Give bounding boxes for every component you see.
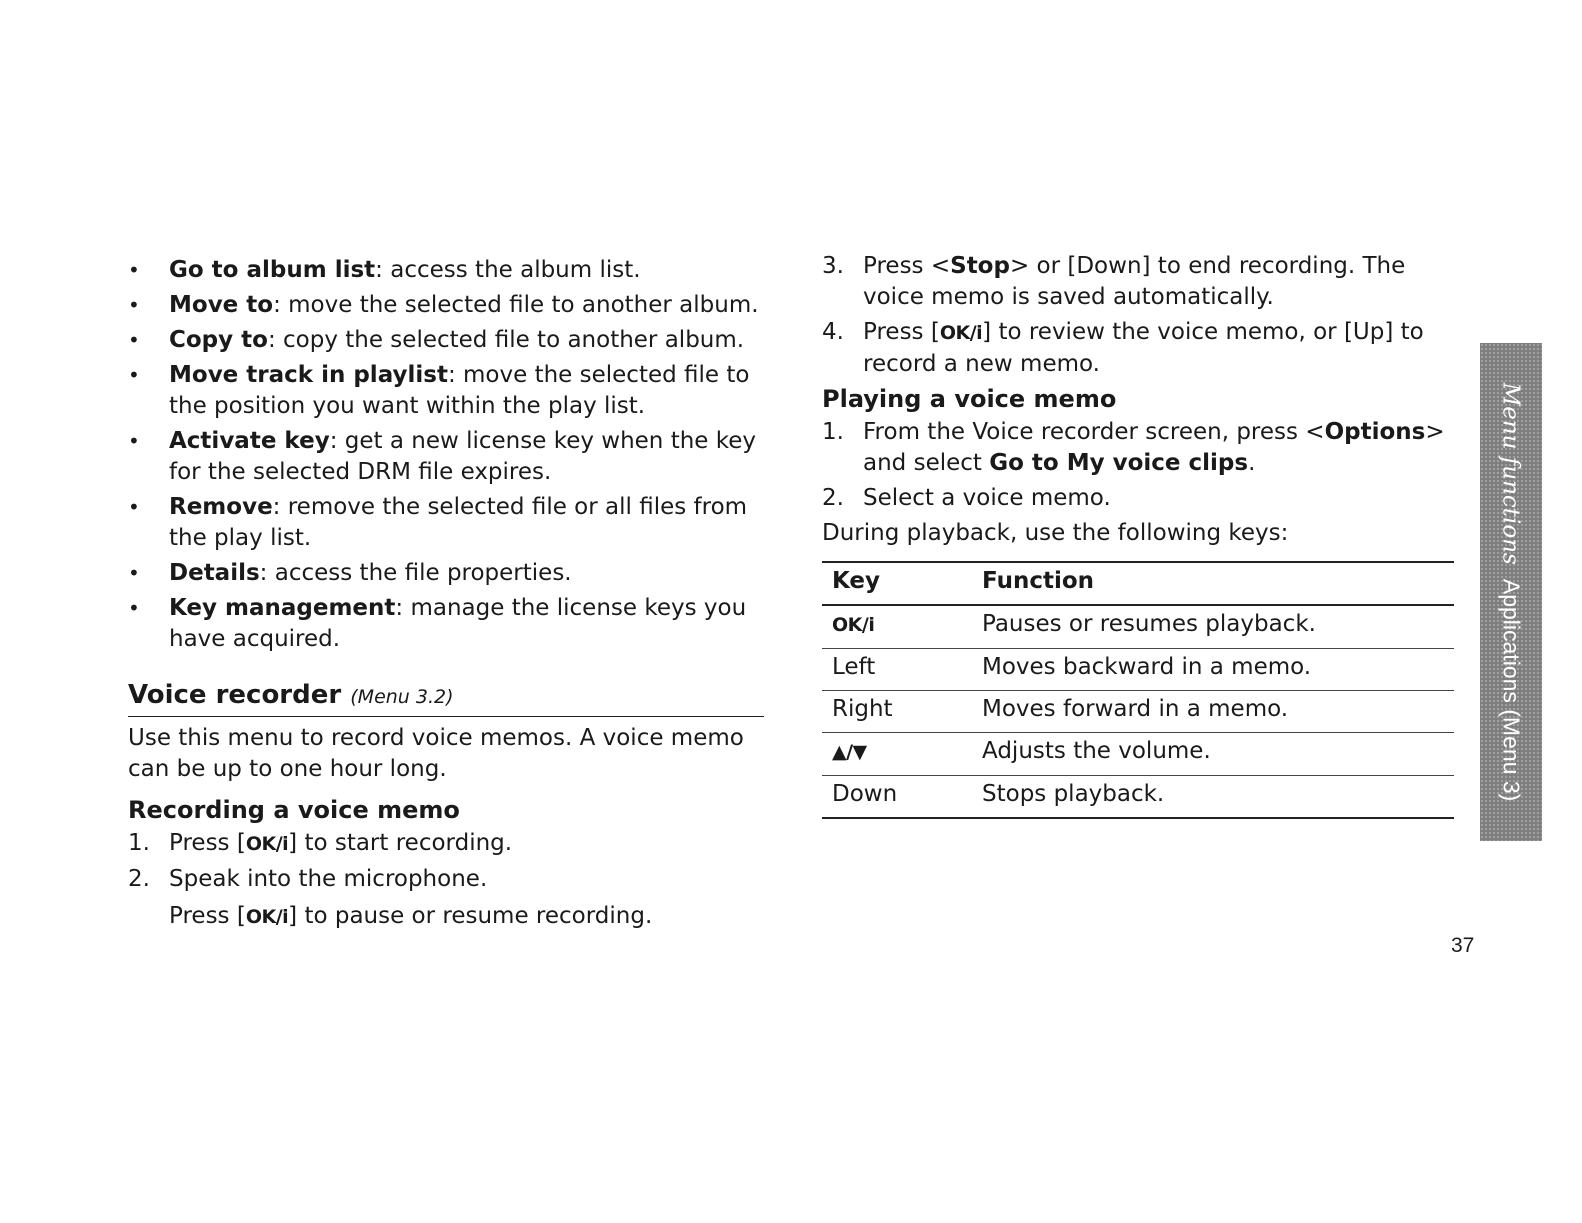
section-intro: Use this menu to record voice memos. A voice memo can be up to one hour long. <box>128 725 744 782</box>
table-header-row <box>822 562 1454 605</box>
step-number: 1. <box>128 830 150 856</box>
option-term: Activate key <box>169 428 330 454</box>
option-desc: : access the file properties. <box>259 560 572 586</box>
option-term: Go to album list <box>169 257 376 283</box>
section-title <box>128 678 764 717</box>
volume-keys-icon: ▲/▼ <box>832 741 867 763</box>
step-text-pre: Press < <box>863 253 951 279</box>
step-text-pre: From the Voice recorder screen, press < <box>863 419 1325 445</box>
step-text-pre: Press [ <box>169 903 246 929</box>
step-number: 2. <box>128 866 150 892</box>
side-tab-section: Applications (Menu 3) <box>1498 578 1525 802</box>
list-item <box>128 360 764 422</box>
key-cell: Right <box>822 691 972 733</box>
list-item <box>128 492 764 554</box>
playing-steps <box>822 417 1454 514</box>
step-text-pre: Press [ <box>169 830 246 856</box>
list-item <box>128 426 764 488</box>
column-header-function: Function <box>972 562 1454 605</box>
playback-keys-table <box>822 561 1454 819</box>
right-column <box>822 251 1454 819</box>
key-cell <box>822 733 972 776</box>
step-item <box>822 417 1454 479</box>
recording-steps-continued <box>822 251 1454 380</box>
side-tab-chapter: Menu functions <box>1497 382 1524 565</box>
chapter-side-tab <box>1480 343 1542 841</box>
table-row <box>822 691 1454 733</box>
step-item <box>822 251 1454 313</box>
left-column <box>128 255 764 933</box>
playback-intro: During playback, use the following keys: <box>822 520 1289 546</box>
step-text-post: ] to pause or resume recording. <box>288 903 653 929</box>
recording-heading: Recording a voice memo <box>128 796 460 824</box>
step-item <box>822 483 1454 514</box>
list-item <box>128 290 764 321</box>
section-title-text: Voice recorder <box>128 680 342 710</box>
ok-key-icon: OK/i <box>939 322 983 344</box>
option-term: Key management <box>169 595 396 621</box>
step-number: 1. <box>822 419 844 445</box>
list-item <box>128 593 764 655</box>
playing-heading: Playing a voice memo <box>822 385 1117 413</box>
list-item <box>128 558 764 589</box>
option-desc: : remove the selected file or all files from the play list. <box>169 494 748 551</box>
option-term: Move track in playlist <box>169 362 448 388</box>
step-number: 4. <box>822 319 844 345</box>
step-text-post: ] to review the voice memo, or [Up] to record a new memo. <box>863 319 1424 377</box>
table-row <box>822 649 1454 691</box>
ok-key-icon: OK/i <box>832 614 875 636</box>
step-text: Select a voice memo. <box>863 485 1111 511</box>
step-item <box>822 317 1454 380</box>
option-term: Copy to <box>169 327 268 353</box>
table-row <box>822 733 1454 776</box>
step-text-post: . <box>1248 450 1256 476</box>
stop-softkey: Stop <box>950 253 1010 279</box>
column-header-key: Key <box>822 562 972 605</box>
function-cell: Adjusts the volume. <box>972 733 1454 776</box>
step-text-mid: > and select <box>863 419 1445 476</box>
function-cell: Moves backward in a memo. <box>972 649 1454 691</box>
step-number: 2. <box>822 485 844 511</box>
ok-key-icon: OK/i <box>245 833 289 855</box>
function-cell: Pauses or resumes playback. <box>972 605 1454 649</box>
step-text-post: ] to start recording. <box>288 830 513 856</box>
step-item <box>128 864 764 895</box>
option-term: Move to <box>169 292 274 318</box>
option-term: Remove <box>169 494 273 520</box>
option-desc: : move the selected file to the position you want within the play list. <box>169 362 750 419</box>
key-cell: Down <box>832 781 898 807</box>
key-cell <box>822 605 972 649</box>
step-number: 3. <box>822 253 844 279</box>
step-note <box>128 901 764 933</box>
step-text: Speak into the microphone. <box>169 866 488 892</box>
recording-steps <box>128 828 764 895</box>
function-cell: Stops playback. <box>982 781 1165 807</box>
option-desc: : copy the selected file to another album. <box>267 327 745 353</box>
list-item <box>128 255 764 286</box>
option-term: Details <box>169 560 260 586</box>
option-desc: : get a new license key when the key for the selected DRM file expires. <box>169 428 757 485</box>
option-desc: : access the album list. <box>375 257 641 283</box>
options-list <box>128 255 764 655</box>
side-tab-label <box>1498 383 1525 802</box>
options-softkey: Options <box>1324 419 1426 445</box>
table-row <box>822 776 1454 819</box>
function-cell: Moves forward in a memo. <box>972 691 1454 733</box>
step-item <box>128 828 764 860</box>
option-desc: : move the selected file to another album. <box>273 292 759 318</box>
step-text-post: > or [Down] to end recording. The voice memo is saved automatically. <box>863 253 1406 310</box>
ok-key-icon: OK/i <box>245 906 289 928</box>
list-item <box>128 325 764 356</box>
menu-path: Go to My voice clips <box>989 450 1249 476</box>
option-desc: : manage the license keys you have acquired. <box>169 595 747 652</box>
key-cell: Left <box>822 649 972 691</box>
menu-reference: (Menu 3.2) <box>350 686 454 708</box>
step-text-pre: Press [ <box>863 319 940 345</box>
page-number: 37 <box>1451 934 1475 957</box>
table-row <box>822 605 1454 649</box>
